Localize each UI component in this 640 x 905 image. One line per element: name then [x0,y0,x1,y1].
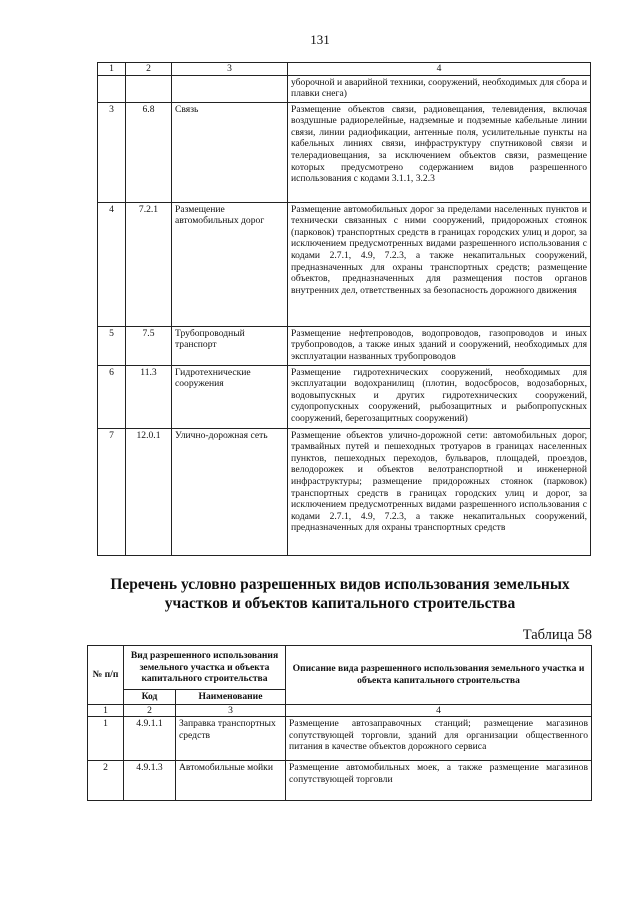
row-code: 7.2.1 [126,202,172,326]
header-land-use-kind: Вид разрешенного использования земельного участка и объекта капитального строительства [124,646,286,690]
row-number: 4 [98,202,126,326]
column-number: 4 [286,704,592,717]
row-number: 2 [88,761,124,801]
row-name: Связь [172,102,288,202]
row-code: 7.5 [126,326,172,365]
row-name [172,75,288,102]
row-number: 1 [88,717,124,761]
row-description: Размещение автомобильных дорог за пределами населенных пунктов и технически связанных с ними сооружений, придорожных стоянок (парковок) транспортных средств в границах городских улиц и дорог, за исключением предусмотренных видами разрешенного использования с кодами 2.7.1, 4.9, 7.2.3, а также некапитальных сооружений, предназначенных для охраны транспортных средств; размещение объектов, предназначенных для размещения постов органов внутренних дел, ответственных за безопасность дорожного движения [288,202,591,326]
row-name: Заправка транспортных средств [176,717,286,761]
table-row [88,717,592,761]
row-description: Размещение гидротехнических сооружений, необходимых для эксплуатации водохранилищ (плотин, водосбросов, водозаборных, водовыпускных и других гидротехнических сооружений, судопропускных сооружений, рыбозащитных и рыбопропускных сооружений, берегозащитных сооружений) [288,365,591,428]
column-number: 2 [124,704,176,717]
row-number: 5 [98,326,126,365]
row-code: 6.8 [126,102,172,202]
conditional-land-use-table [87,645,592,801]
header-name: Наименование [176,690,286,705]
section-title: Перечень условно разрешенных видов использования земельных участков и объектов капитального строительства [110,576,570,612]
row-description: Размещение нефтепроводов, водопроводов, газопроводов и иных трубопроводов, а также иных зданий и сооружений, необходимых для эксплуатации названных трубопроводов [288,326,591,365]
land-use-table-continued [97,62,591,556]
page-number: 131 [310,32,330,47]
row-code [126,75,172,102]
table-row [98,75,591,102]
header-code: Код [124,690,176,705]
row-name: Гидротехнические сооружения [172,365,288,428]
row-number: 7 [98,428,126,555]
table-row [98,365,591,428]
column-number: 1 [98,63,126,76]
column-number: 2 [126,63,172,76]
row-description: уборочной и аварийной техники, сооружений, необходимых для сбора и плавки снега) [288,75,591,102]
column-number: 3 [172,63,288,76]
row-description: Размещение автомобильных моек, а также размещение магазинов сопутствующей торговли [286,761,592,801]
header-description: Описание вида разрешенного использования земельного участка и объекта капитального строительства [286,646,592,705]
row-number: 6 [98,365,126,428]
table-label: Таблица 58 [522,627,592,643]
row-code: 4.9.1.3 [124,761,176,801]
row-number [98,75,126,102]
column-number-row [98,63,591,76]
row-name: Размещение автомобильных дорог [172,202,288,326]
column-number: 4 [288,63,591,76]
row-code: 4.9.1.1 [124,717,176,761]
row-code: 12.0.1 [126,428,172,555]
row-number: 3 [98,102,126,202]
column-number: 3 [176,704,286,717]
row-name: Улично-дорожная сеть [172,428,288,555]
column-number-row [88,704,592,717]
table-row [88,761,592,801]
table-row [98,202,591,326]
row-name: Автомобильные мойки [176,761,286,801]
row-description: Размещение объектов улично-дорожной сети: автомобильных дорог, трамвайных путей и пешеходных тротуаров в границах населенных пунктов, пешеходных переходов, бульваров, площадей, проездов, велодорожек и объектов велотранспортной и инженерной инфраструктуры; размещение придорожных стоянок (парковок) транспортных средств в границах городских улиц и дорог, за исключением предусмотренных видами разрешенного использования с кодами 2.7.1, 4.9, 7.2.3, а также некапитальных сооружений, предназначенных для охраны транспортных средств [288,428,591,555]
row-name: Трубопроводный транспорт [172,326,288,365]
table-row [98,102,591,202]
column-number: 1 [88,704,124,717]
table-header-row [88,646,592,690]
row-description: Размещение объектов связи, радиовещания, телевидения, включая воздушные радиорелейные, надземные и подземные кабельные линии связи, линии радиофикации, антенные поля, усилительные пункты на кабельных линиях связи, инфраструктуру спутниковой связи и телерадиовещания, за исключением объектов связи, размещение которых предусмотрено содержанием видов разрешенного использования с кодами 3.1.1, 3.2.3 [288,102,591,202]
table-row [98,326,591,365]
row-description: Размещение автозаправочных станций; размещение магазинов сопутствующей торговли, зданий для организации общественного питания в качестве объектов дорожного сервиса [286,717,592,761]
table-row [98,428,591,555]
row-code: 11.3 [126,365,172,428]
header-row-number: № п/п [88,646,124,705]
